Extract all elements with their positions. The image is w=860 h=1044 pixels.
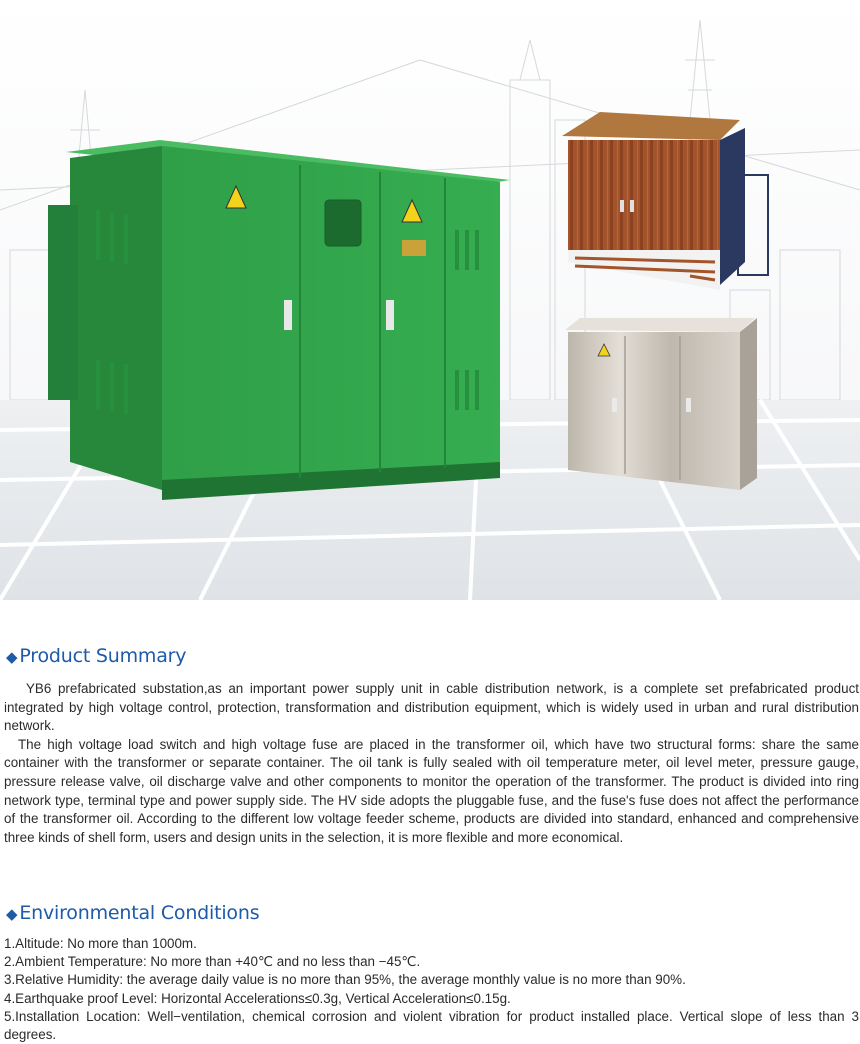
list-item: 4.Earthquake proof Level: Horizontal Accelerations≤0.3g, Vertical Acceleration≤0.15g.: [4, 990, 511, 1006]
list-item: 3.Relative Humidity: the average daily value is no more than 95%, the average monthly value is no more than 90%.: [4, 972, 686, 988]
green-substation-cabinet: [48, 140, 510, 500]
steel-substation: [565, 318, 757, 490]
summary-paragraph: The high voltage load switch and high voltage fuse are placed in the transformer oil, which have two structural forms: share the same container with the transformer or separate container. The oil tank is fully sealed with oil temperature meter, oil level meter, pressure gauge, pressure release valve, oil discharge valve and other components to monitor the operation of the transformer. The product is divided into ring network type, terminal type and power supply side. The HV side adopts the pluggable fuse, and the fuse's fuse does not affect the performance of the transformer oil. According to the different low voltage feeder scheme, products are divided into standard, enhanced and comprehensive three kinds of shell form, users and design units in the selection, it is more flexible and more economical.: [4, 736, 859, 845]
environmental-conditions-title: Environmental Conditions: [19, 902, 260, 924]
list-item: 5.Installation Location: Well−ventilation, chemical corrosion and violent vibration for product installed place. Vertical slope of less than 3 degrees.: [4, 1008, 859, 1043]
list-item: 1.Altitude: No more than 1000m.: [4, 936, 197, 951]
summary-paragraph: YB6 prefabricated substation,as an important power supply unit in cable distribution network, is a complete set prefabricated product integrated by high voltage control, protection, transformation and distribution equipment, which is widely used in urban and rural distribution network.: [4, 681, 859, 734]
environmental-conditions-heading: [6, 902, 259, 924]
environmental-conditions-list: [4, 935, 859, 1044]
diamond-bullet-icon: ◆: [6, 648, 18, 666]
list-item: 2.Ambient Temperature: No more than +40℃ and no less than −45℃.: [4, 954, 421, 970]
product-summary-heading: [6, 645, 186, 667]
diamond-bullet-icon: ◆: [6, 905, 18, 923]
product-summary-title: Product Summary: [19, 645, 187, 667]
product-summary-body: [4, 680, 859, 847]
